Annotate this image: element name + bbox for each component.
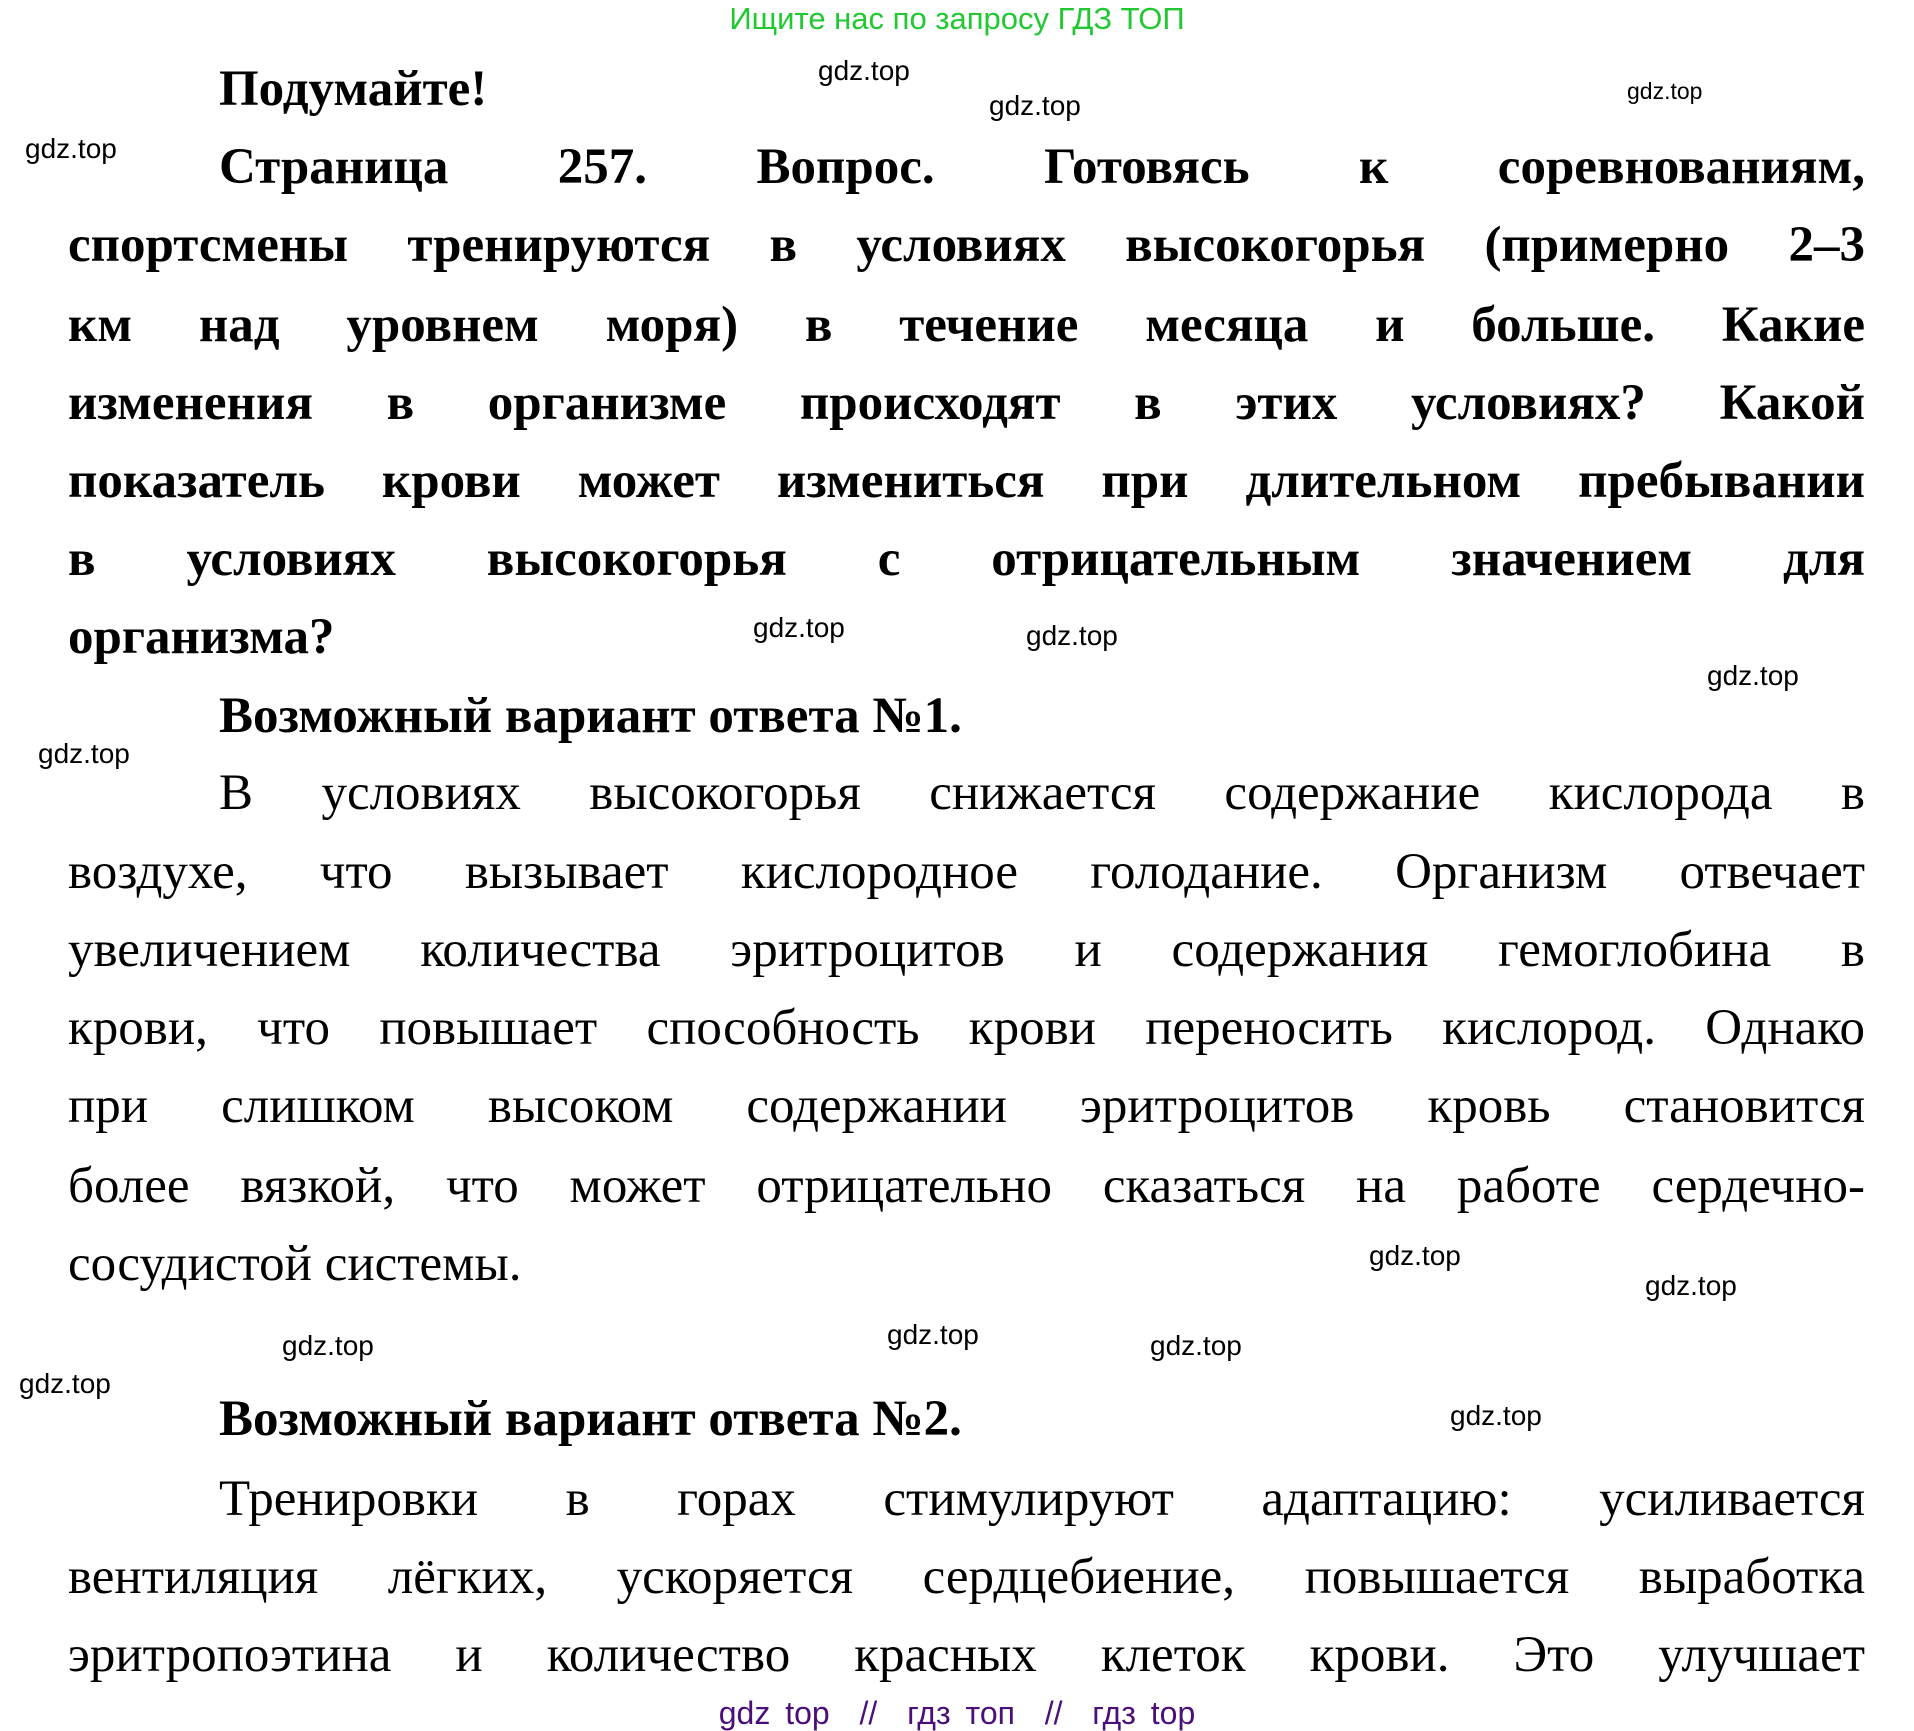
watermark: gdz.top (989, 90, 1081, 121)
watermark: gdz.top (1026, 620, 1118, 651)
question-line: в условиях высокогорья с отрицательным значением для (68, 531, 1865, 587)
watermark: gdz.top (1707, 660, 1799, 691)
question-line: спортсмены тренируются в условиях высокогорья (примерно 2–3 (68, 217, 1865, 273)
answer1-line: более вязкой, что может отрицательно сказаться на работе сердечно- (68, 1158, 1865, 1214)
answer1-line: сосудистой системы. (68, 1236, 522, 1292)
question-line: организма? (68, 609, 335, 665)
watermark: gdz.top (1627, 78, 1703, 104)
watermark: gdz.top (25, 133, 117, 164)
question-line: км над уровнем моря) в течение месяца и больше. Какие (68, 297, 1865, 353)
answer1-heading: Возможный вариант ответа №1. (219, 688, 962, 744)
answer2-heading: Возможный вариант ответа №2. (219, 1391, 962, 1447)
question-line: изменения в организме происходят в этих условиях? Какой (68, 375, 1865, 431)
answer2-line: вентиляция лёгких, ускоряется сердцебиение, повышается выработка (68, 1549, 1865, 1605)
question-line: Страница 257. Вопрос. Готовясь к соревнованиям, (219, 139, 1865, 195)
answer2-line: эритропоэтина и количество красных клеток крови. Это улучшает (68, 1627, 1865, 1683)
search-banner: Ищите нас по запросу ГДЗ ТОП (729, 1, 1185, 36)
answer1-line: крови, что повышает способность крови переносить кислород. Однако (68, 1000, 1865, 1056)
watermark: gdz.top (818, 55, 910, 86)
question-line: показатель крови может измениться при длительном пребывании (68, 453, 1865, 509)
answer1-line: В условиях высокогорья снижается содержание кислорода в (219, 765, 1865, 821)
watermark: gdz.top (1369, 1240, 1461, 1271)
watermark: gdz.top (887, 1319, 979, 1350)
answer1-line: воздухе, что вызывает кислородное голодание. Организм отвечает (68, 844, 1865, 900)
answer1-line: при слишком высоком содержании эритроцитов кровь становится (68, 1078, 1865, 1134)
watermark: gdz.top (19, 1368, 111, 1399)
watermark: gdz.top (1450, 1400, 1542, 1431)
watermark: gdz.top (1645, 1270, 1737, 1301)
watermark: gdz.top (282, 1330, 374, 1361)
watermark: gdz.top (1150, 1330, 1242, 1361)
watermark: gdz.top (38, 738, 130, 769)
answer1-line: увеличением количества эритроцитов и содержания гемоглобина в (68, 922, 1865, 978)
answer2-line: Тренировки в горах стимулируют адаптацию: усиливается (219, 1471, 1865, 1527)
watermark: gdz.top (753, 612, 845, 643)
section-title: Подумайте! (219, 61, 488, 117)
footer-banner: gdz top // гдз топ // гдз top (718, 1695, 1196, 1731)
